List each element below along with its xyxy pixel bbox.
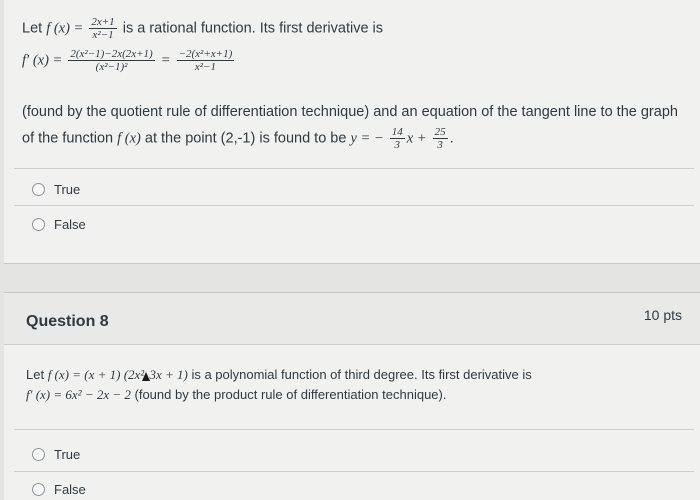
q7-answer-label: True <box>54 182 81 197</box>
q8-statement-line-2 <box>26 387 446 403</box>
q7-text: is a rational function. Its first derivative is <box>118 20 384 37</box>
q8-divider <box>14 429 694 430</box>
q7-frac-num: 25 <box>434 126 446 138</box>
q7-math-fpx: f′ (x) = <box>22 52 63 69</box>
q7-answer-true[interactable] <box>32 182 80 197</box>
q7-frac-den: (x²−1)² <box>95 61 128 73</box>
q7-frac-den: x²−1 <box>194 61 216 73</box>
q7-frac-num: 2(x²−1)−2x(2x+1) <box>70 48 153 60</box>
q8-text: (found by the product rule of differentiation technique). <box>130 387 447 402</box>
q7-text: . <box>449 130 454 147</box>
q7-statement-line-1 <box>22 16 383 41</box>
question-8-card <box>4 292 700 500</box>
q8-text: is a polynomial function of third degree. Its first derivative is <box>187 367 532 382</box>
q7-fraction-derivative <box>68 48 154 73</box>
q8-answer-label: False <box>54 482 86 497</box>
q7-text: Let <box>22 20 47 37</box>
q7-radio-false[interactable] <box>32 218 45 231</box>
q7-statement-line-3: (found by the quotient rule of differentiation technique) and an equation of the tangent line to the graph <box>22 104 678 120</box>
q8-header <box>4 293 700 345</box>
q7-divider <box>14 168 694 169</box>
q7-math-x: x + <box>406 130 427 147</box>
q7-frac-num: 2x+1 <box>91 16 115 28</box>
q8-math-expr: f (x) = (x + 1) (2x² <box>47 367 145 382</box>
q8-math-derivative: f′ (x) = 6x² − 2x − 2 <box>26 387 131 402</box>
q8-math-expr: 3x + 1) <box>146 367 188 382</box>
q7-fraction-slope <box>390 126 405 151</box>
question-points: 10 pts <box>643 307 682 323</box>
q8-answer-true[interactable] <box>32 447 80 462</box>
q8-answer-label: True <box>54 447 81 462</box>
q7-answer-label: False <box>54 217 86 232</box>
q8-answer-false[interactable] <box>32 482 86 497</box>
q7-text: of the function <box>22 130 118 147</box>
q7-frac-num: 14 <box>391 126 403 138</box>
q7-radio-true[interactable] <box>32 183 45 196</box>
question-7-card <box>4 0 700 264</box>
q8-statement-line-1 <box>26 367 532 383</box>
q7-divider <box>14 205 694 206</box>
q8-radio-false[interactable] <box>32 483 45 496</box>
q7-fraction-intercept <box>433 126 448 151</box>
q8-divider <box>14 471 694 472</box>
q7-fraction-fx <box>89 16 116 41</box>
q7-equals: = <box>160 52 171 69</box>
q7-frac-den: x²−1 <box>92 29 114 41</box>
q7-frac-den: 3 <box>437 139 443 151</box>
question-title: Question 8 <box>26 313 109 330</box>
q7-statement-line-4 <box>22 126 454 151</box>
q7-math-fx: f (x) = <box>46 20 84 37</box>
q7-text: at the point (2,-1) is found to be <box>140 130 351 147</box>
q7-frac-num: −2(x²+x+1) <box>178 48 233 60</box>
q7-math-y: y = − <box>350 130 384 147</box>
q8-text: Let <box>26 367 48 382</box>
q7-answer-false[interactable] <box>32 217 86 232</box>
q8-radio-true[interactable] <box>32 448 45 461</box>
q7-statement-line-2 <box>22 48 236 73</box>
q7-fraction-simplified <box>177 48 235 73</box>
q7-math-f: f (x) <box>117 130 141 147</box>
q7-frac-den: 3 <box>394 139 400 151</box>
